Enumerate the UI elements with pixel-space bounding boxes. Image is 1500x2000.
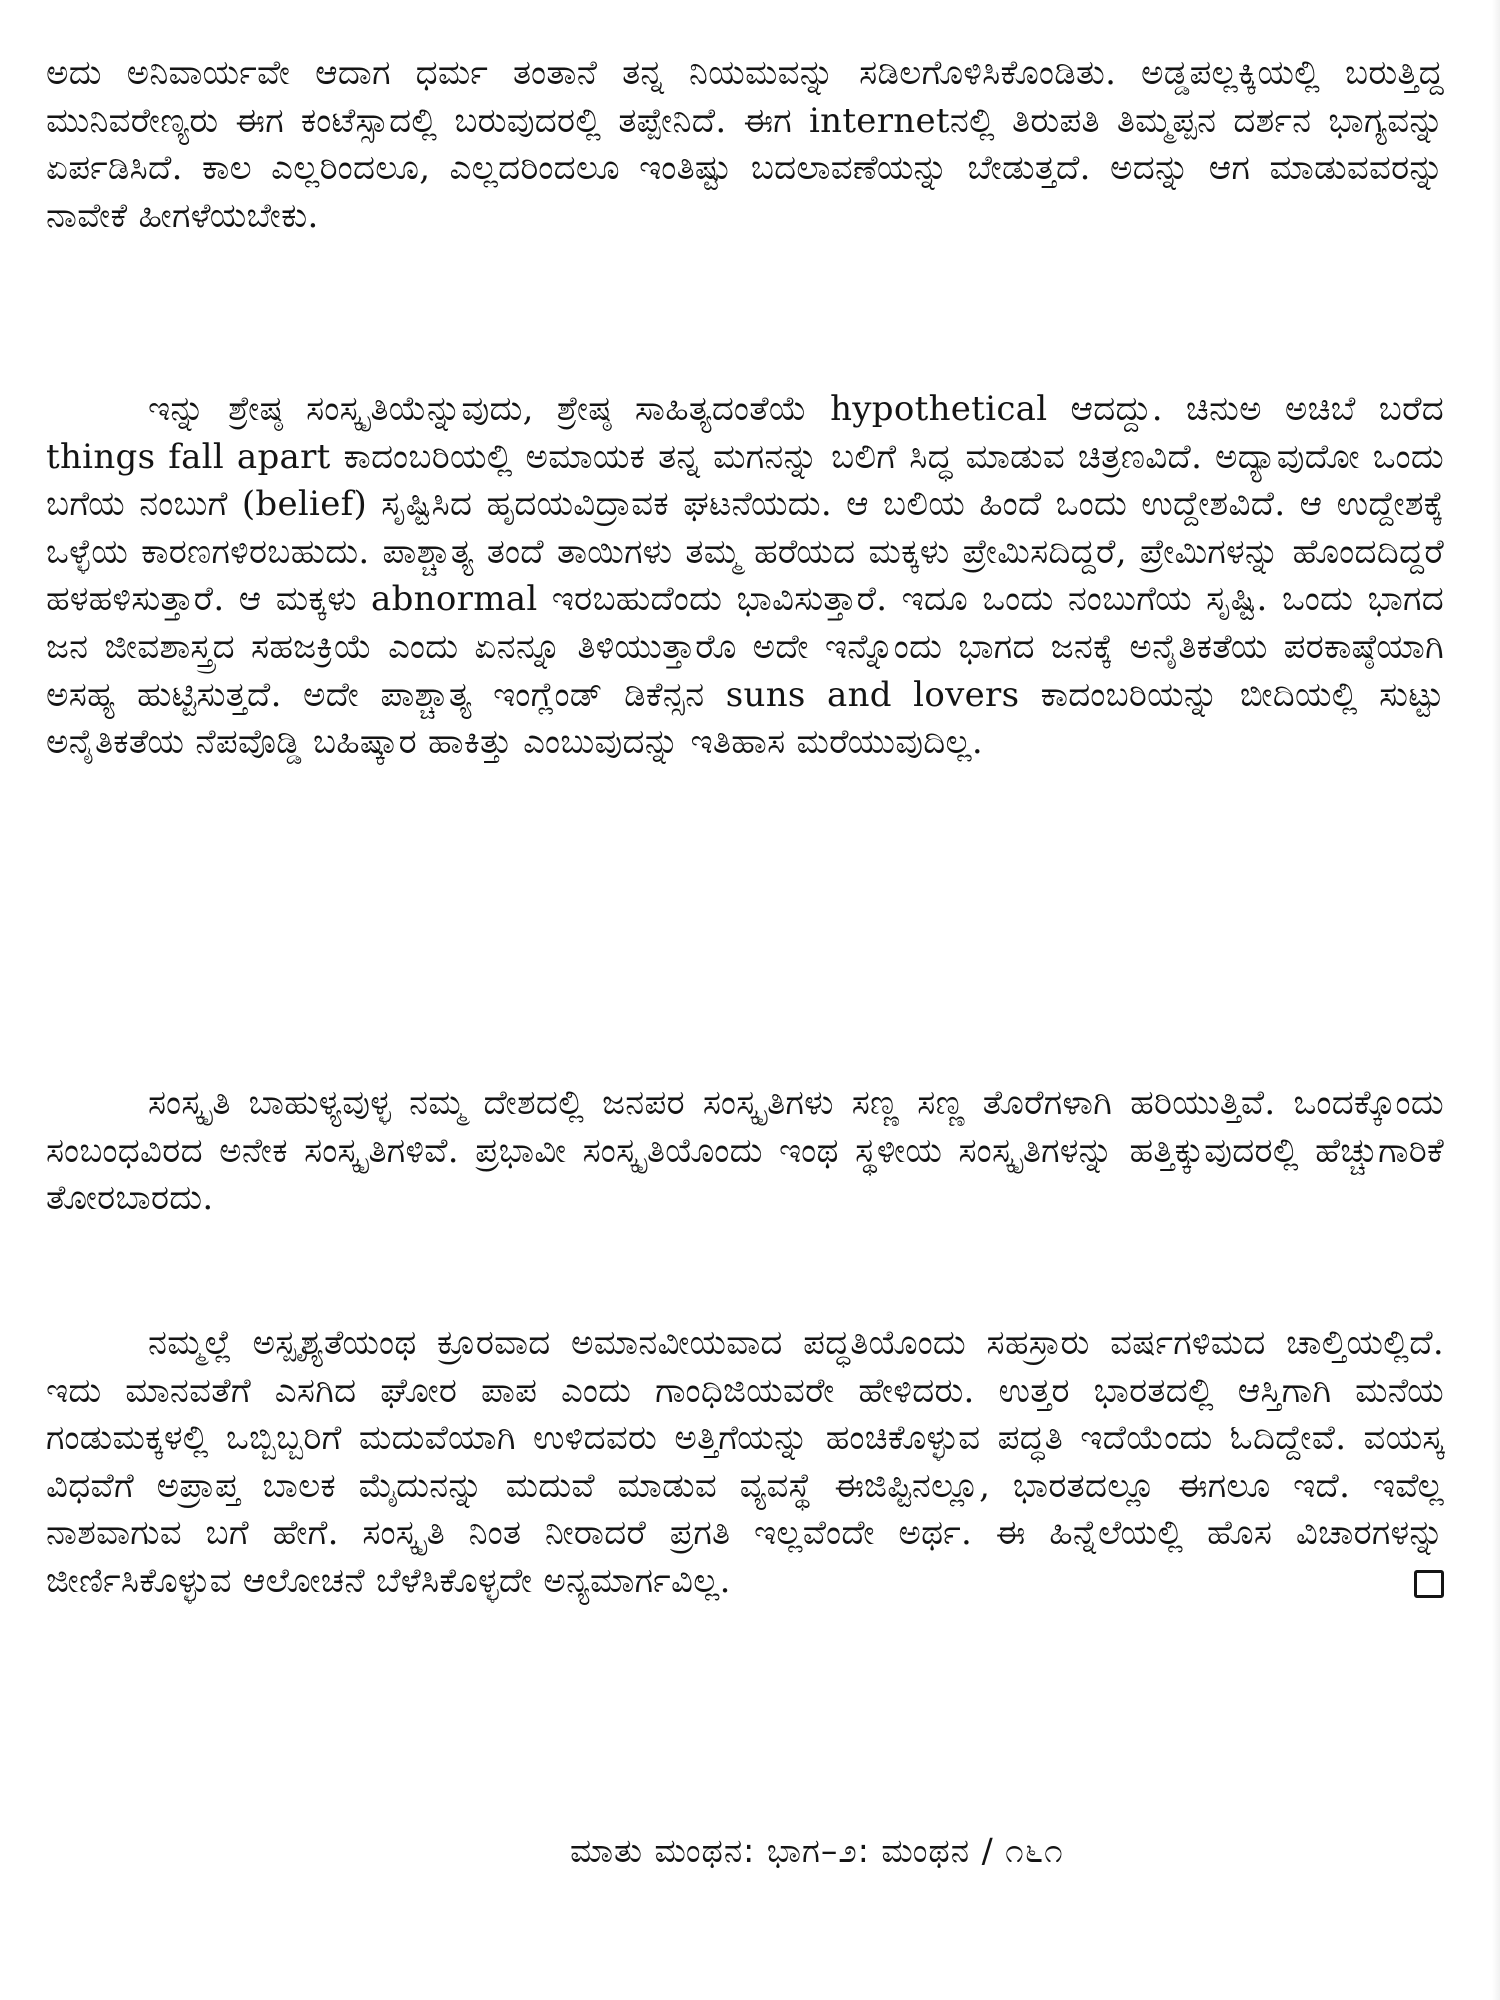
end-of-article-box-icon	[1414, 1570, 1444, 1598]
page-footer: ಮಾತು ಮಂಥನ: ಭಾಗ–೨: ಮಂಥನ / ೧೬೧	[570, 1831, 1064, 1870]
paragraph-3: ಸಂಸ್ಕೃತಿ ಬಾಹುಳ್ಯವುಳ್ಳ ನಮ್ಮ ದೇಶದಲ್ಲಿ ಜನಪರ ಸಂಸ್ಕೃತಿಗಳು ಸಣ್ಣ ಸಣ್ಣ ತೊರೆಗಳಾಗಿ ಹರಿಯುತ್ತಿವೆ. ಒಂದಕ್ಕೊಂದು ಸಂಬಂಧವಿರದ ಅನೇಕ ಸಂಸ್ಕೃತಿಗಳಿವೆ. ಪ್ರಭಾವೀ ಸಂಸ್ಕೃತಿಯೊಂದು ಇಂಥ ಸ್ಥಳೀಯ ಸಂಸ್ಕೃತಿಗಳನ್ನು ಹತ್ತಿಕ್ಕುವುದರಲ್ಲಿ ಹೆಚ್ಚುಗಾರಿಕೆ ತೋರಬಾರದು.	[46, 1083, 1444, 1219]
paragraph-2: ಇನ್ನು ಶ್ರೇಷ್ಠ ಸಂಸ್ಕೃತಿಯೆನ್ನುವುದು, ಶ್ರೇಷ್ಠ ಸಾಹಿತ್ಯದಂತೆಯೆ hypothetical ಆದದ್ದು. ಚಿನುಅ ಅಚಿಬೆ ಬರೆದ things fall apart ಕಾದಂಬರಿಯಲ್ಲಿ ಅಮಾಯಕ ತನ್ನ ಮಗನನ್ನು ಬಲಿಗೆ ಸಿದ್ಧ ಮಾಡುವ ಚಿತ್ರಣವಿದೆ. ಅದ್ಯಾವುದೋ ಒಂದು ಬಗೆಯ ನಂಬುಗೆ (belief) ಸೃಷ್ಟಿಸಿದ ಹೃದಯವಿದ್ರಾವಕ ಘಟನೆಯದು. ಆ ಬಲಿಯ ಹಿಂದೆ ಒಂದು ಉದ್ದೇಶವಿದೆ. ಆ ಉದ್ದೇಶಕ್ಕೆ ಒಳ್ಳೆಯ ಕಾರಣಗಳಿರಬಹುದು. ಪಾಶ್ಚಾತ್ಯ ತಂದೆ ತಾಯಿಗಳು ತಮ್ಮ ಹರೆಯದ ಮಕ್ಕಳು ಪ್ರೇಮಿಸದಿದ್ದರೆ, ಪ್ರೇಮಿಗಳನ್ನು ಹೊಂದದಿದ್ದರೆ ಹಳಹಳಿಸುತ್ತಾರೆ. ಆ ಮಕ್ಕಳು abnormal ಇರಬಹುದೆಂದು ಭಾವಿಸುತ್ತಾರೆ. ಇದೂ ಒಂದು ನಂಬುಗೆಯ ಸೃಷ್ಟಿ. ಒಂದು ಭಾಗದ ಜನ ಜೀವಶಾಸ್ತ್ರದ ಸಹಜಕ್ರಿಯೆ ಎಂದು ಏನನ್ನೂ ತಿಳಿಯುತ್ತಾರೊ ಅದೇ ಇನ್ನೊಂದು ಭಾಗದ ಜನಕ್ಕೆ ಅನೈತಿಕತೆಯ ಪರಕಾಷ್ಠೆಯಾಗಿ ಅಸಹ್ಯ ಹುಟ್ಟಿಸುತ್ತದೆ. ಅದೇ ಪಾಶ್ಚಾತ್ಯ ಇಂಗ್ಲೆಂಡ್ ಡಿಕೆನ್ಸನ suns and lovers ಕಾದಂಬರಿಯನ್ನು ಬೀದಿಯಲ್ಲಿ ಸುಟ್ಟು ಅನೈತಿಕತೆಯ ನೆಪವೊಡ್ಡಿ ಬಹಿಷ್ಕಾರ ಹಾಕಿತ್ತು ಎಂಬುವುದನ್ನು ಇತಿಹಾಸ ಮರೆಯುವುದಿಲ್ಲ.	[46, 389, 1444, 763]
paragraph-4-text: ನಮ್ಮಲ್ಲೆ ಅಸ್ಪೃಶ್ಯತೆಯಂಥ ಕ್ರೂರವಾದ ಅಮಾನವೀಯವಾದ ಪದ್ಧತಿಯೊಂದು ಸಹಸ್ರಾರು ವರ್ಷಗಳಿಮದ ಚಾಲ್ತಿಯಲ್ಲಿದೆ. ಇದು ಮಾನವತೆಗೆ ಎಸಗಿದ ಘೋರ ಪಾಪ ಎಂದು ಗಾಂಧಿಜಿಯವರೇ ಹೇಳಿದರು. ಉತ್ತರ ಭಾರತದಲ್ಲಿ ಆಸ್ತಿಗಾಗಿ ಮನೆಯ ಗಂಡುಮಕ್ಕಳಲ್ಲಿ ಒಬ್ಬಿಬ್ಬರಿಗೆ ಮದುವೆಯಾಗಿ ಉಳಿದವರು ಅತ್ತಿಗೆಯನ್ನು ಹಂಚಿಕೊಳ್ಳುವ ಪದ್ಧತಿ ಇದೆಯೆಂದು ಓದಿದ್ದೇವೆ. ವಯಸ್ಕ ವಿಧವೆಗೆ ಅಪ್ರಾಪ್ತ ಬಾಲಕ ಮೈದುನನ್ನು ಮದುವೆ ಮಾಡುವ ವ್ಯವಸ್ಥೆ ಈಜಿಪ್ಟಿನಲ್ಲೂ, ಭಾರತದಲ್ಲೂ ಈಗಲೂ ಇದೆ. ಇವೆಲ್ಲ ನಾಶವಾಗುವ ಬಗೆ ಹೇಗೆ. ಸಂಸ್ಕೃತಿ ನಿಂತ ನೀರಾದರೆ ಪ್ರಗತಿ ಇಲ್ಲವೆಂದೇ ಅರ್ಥ. ಈ ಹಿನ್ನೆಲೆಯಲ್ಲಿ ಹೊಸ ವಿಚಾರಗಳನ್ನು ಜೀರ್ಣಿಸಿಕೊಳ್ಳುವ ಆಲೋಚನೆ ಬೆಳೆಸಿಕೊಳ್ಳದೇ ಅನ್ಯಮಾರ್ಗವಿಲ್ಲ.	[46, 1323, 1444, 1601]
page-edge-shadow	[1492, 0, 1500, 2000]
paragraph-4	[46, 1320, 1444, 1606]
paragraph-1: ಅದು ಅನಿವಾರ್ಯವೇ ಆದಾಗ ಧರ್ಮ ತಂತಾನೆ ತನ್ನ ನಿಯಮವನ್ನು ಸಡಿಲಗೊಳಿಸಿಕೊಂಡಿತು. ಅಡ್ಡಪಲ್ಲಕ್ಕಿಯಲ್ಲಿ ಬರುತ್ತಿದ್ದ ಮುನಿವರೇಣ್ಯರು ಈಗ ಕಂಟೆಸ್ಸಾದಲ್ಲಿ ಬರುವುದರಲ್ಲಿ ತಪ್ಪೇನಿದೆ. ಈಗ internetನಲ್ಲಿ ತಿರುಪತಿ ತಿಮ್ಮಪ್ಪನ ದರ್ಶನ ಭಾಗ್ಯವನ್ನು ಏರ್ಪಡಿಸಿದೆ. ಕಾಲ ಎಲ್ಲರಿಂದಲೂ, ಎಲ್ಲದರಿಂದಲೂ ಇಂತಿಷ್ಟು ಬದಲಾವಣೆಯನ್ನು ಬೇಡುತ್ತದೆ. ಅದನ್ನು ಆಗ ಮಾಡುವವರನ್ನು ನಾವೇಕೆ ಹೀಗಳೆಯಬೇಕು.	[46, 53, 1444, 236]
